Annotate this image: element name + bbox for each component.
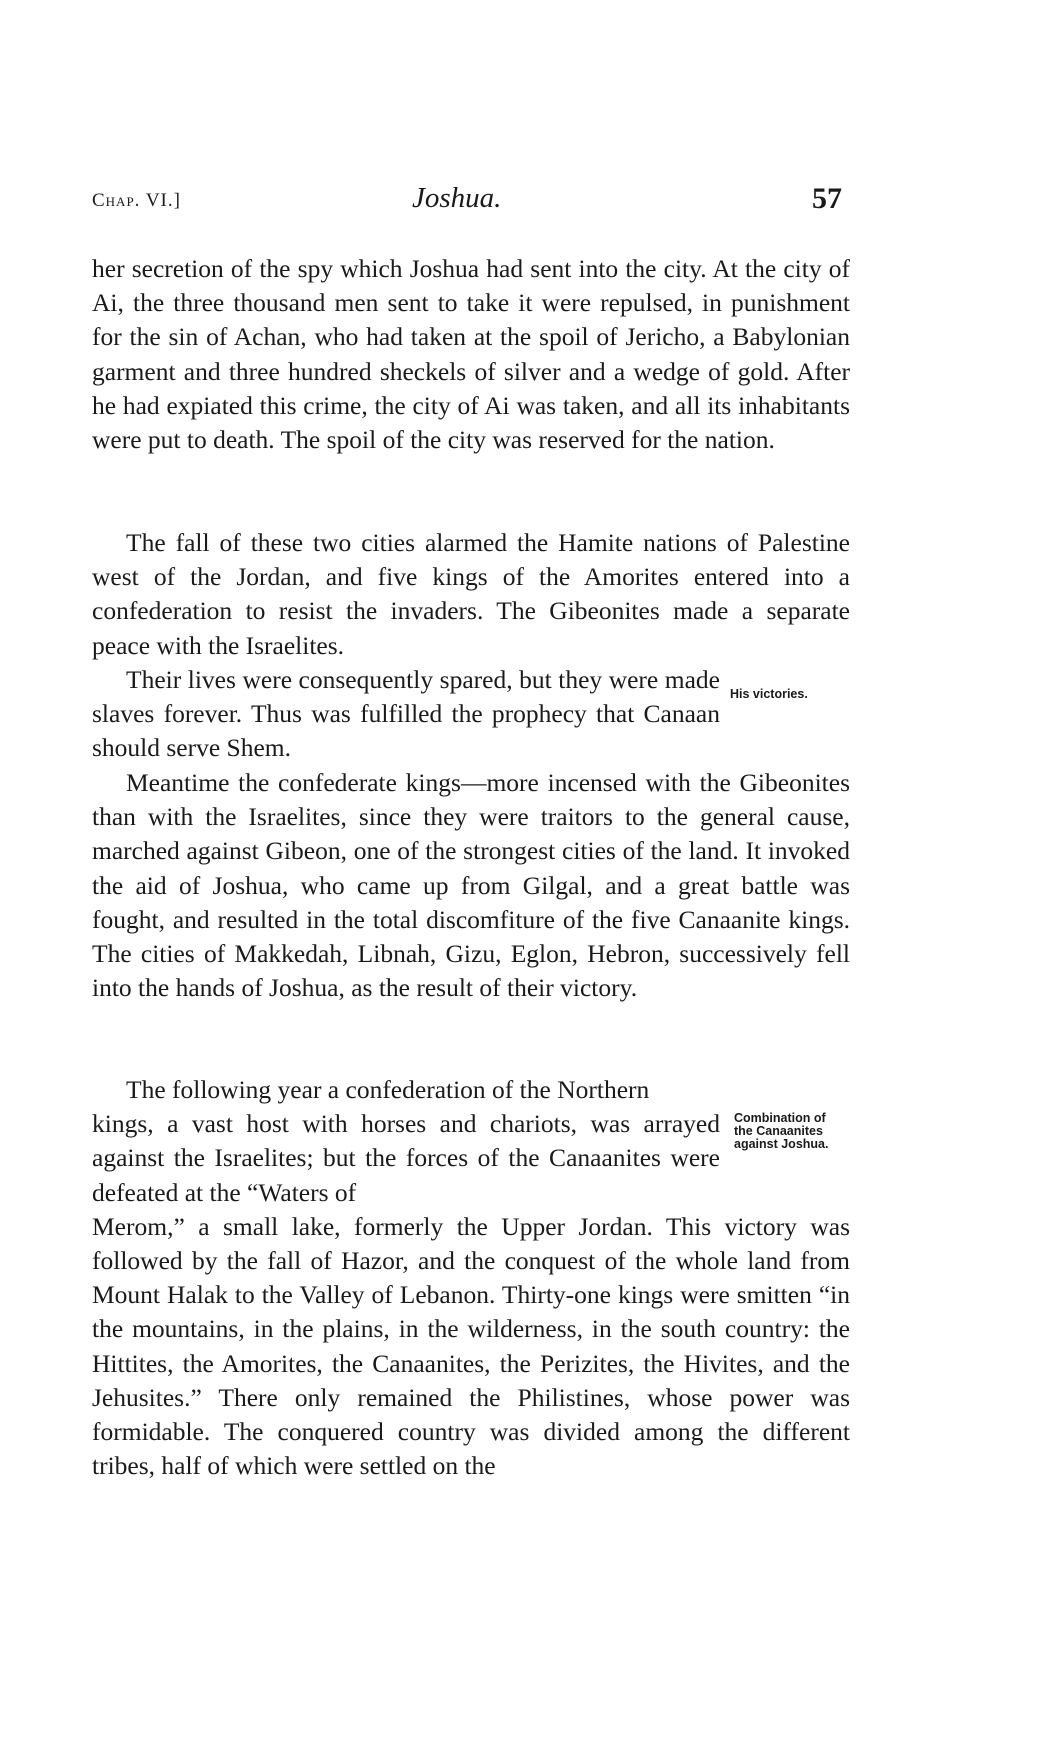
- paragraph-2-beside-sidenote: Their lives were consequently spared, but they were made slaves forever. Thus was fulfilled the prophecy that Canaan should serve Shem.: [92, 664, 720, 763]
- paragraph-3: Meantime the confederate kings—more incensed with the Gibeonites than with the Israelites, since they were traitors to the general cause, marched against Gibeon, one of the strongest cities of the land. It invoked the aid of Joshua, who came up from Gilgal, and a great battle was fought, and resulted in the total discomfiture of the five Canaanite kings. The cities of Makkedah, Libnah, Gizu, Eglon, Hebron, successively fell into the hands of Joshua, as the result of their victory.: [92, 768, 850, 1003]
- chapter-heading: Chap. VI.]: [92, 190, 181, 211]
- paragraph-4-beside-sidenote: kings, a vast host with horses and chariots, was arrayed against the Israelites; but the forces of the Canaanites were defeated at the “Waters of: [92, 1109, 720, 1207]
- paragraph-1: her secretion of the spy which Joshua had sent into the city. At the city of Ai, the three thousand men sent to take it were repulsed, in punishment for the sin of Achan, who had taken at the spoil of Jericho, a Babylonian garment and three hundred sheckels of silver and a wedge of gold. After he had expiated this crime, the city of Ai was taken, and all its inhabitants were put to death. The spoil of the city was reserved for the nation.: [92, 254, 850, 455]
- paragraph-4-rest: Merom,” a small lake, formerly the Upper Jordan. This victory was followed by the fall of Hazor, and the conquest of the whole land from Mount Halak to the Valley of Lebanon. Thirty-one kings were smitten “in the mountains, in the plains, in the wilderness, in the south country: the Hittites, the Amorites, the Canaanites, the Perizites, the Hivites, and the Jehusites.” There only remained the Philistines, whose power was formidable. The conquered country was divided among the different tribes, half of which were settled on the: [92, 1211, 850, 1481]
- paragraph-2: [92, 526, 850, 765]
- paragraph-4-first-line: The following year a confederation of the Northern: [126, 1075, 650, 1104]
- paragraph-2-full-width: The fall of these two cities alarmed the Hamite nations of Palestine west of the Jordan, and five kings of the Amorites entered into a confederation to resist the invaders. The Gibeonites made a separate peace with the Israelites.: [92, 528, 850, 660]
- sidenote-victories: His victories.: [730, 687, 808, 701]
- sidenote-combination: Combination of the Canaanites against Joshua.: [734, 1111, 829, 1151]
- running-title: Joshua.: [412, 182, 502, 214]
- page-number: 57: [812, 182, 842, 215]
